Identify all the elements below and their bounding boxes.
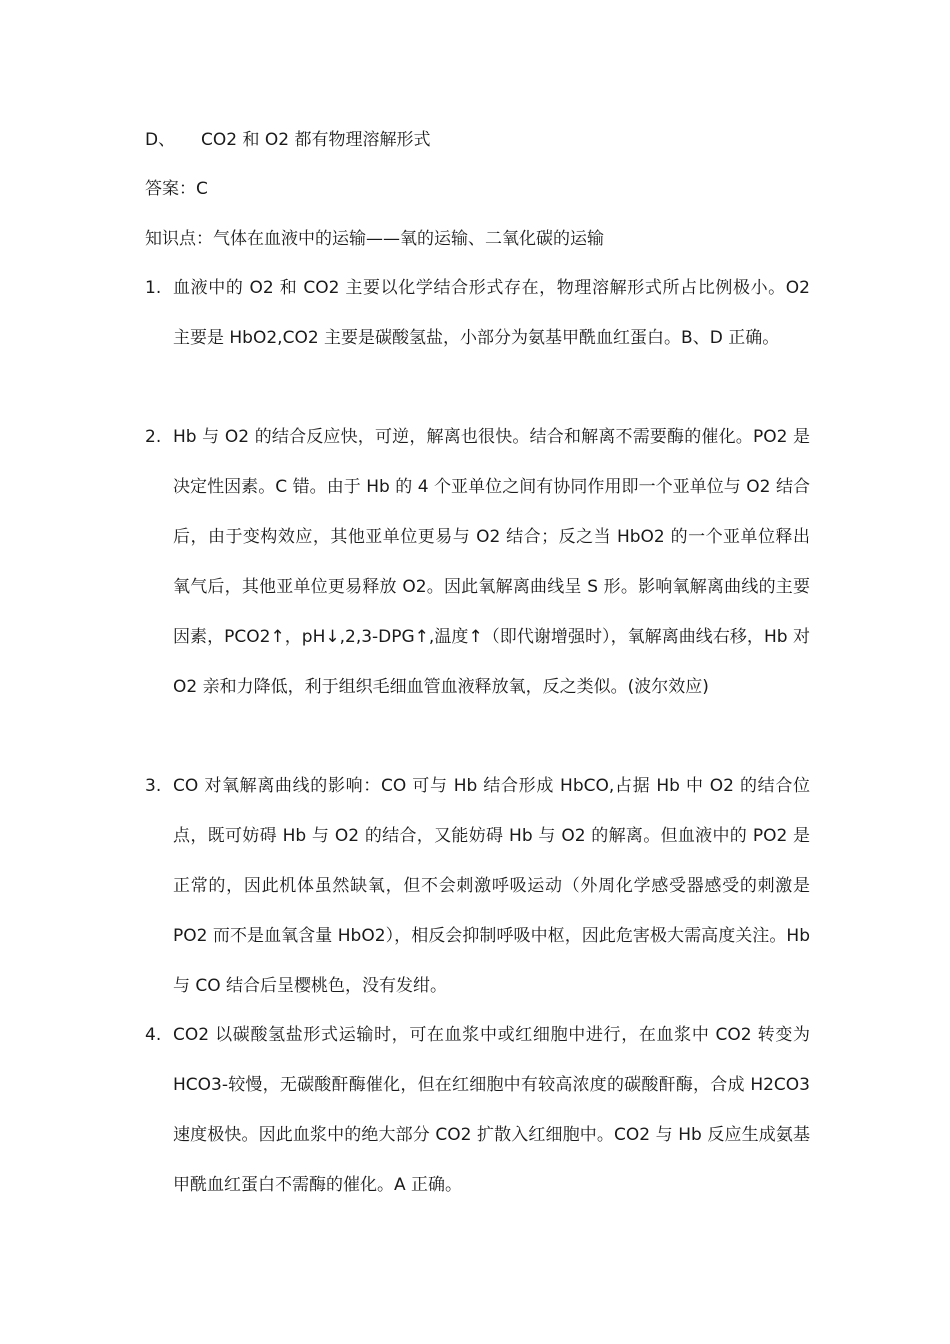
- item-number: 3.: [145, 776, 162, 796]
- option-d: [145, 128, 430, 152]
- option-d-letter: D、: [145, 130, 176, 150]
- knowledge-point: 知识点：气体在血液中的运输——氧的运输、二氧化碳的运输: [145, 229, 604, 249]
- list-item-2: [145, 412, 810, 712]
- answer-line: 答案：C: [145, 179, 208, 199]
- item-text: CO2 以碳酸氢盐形式运输时，可在血浆中或红细胞中进行，在血浆中 CO2 转变为 HCO3-较慢，无碳酸酐酶催化，但在红细胞中有较高浓度的碳酸酐酶，合成 H2CO3 速度极快。因此血浆中的绝大部分 CO2 扩散入红细胞中。CO2 与 Hb 反应生成氨基甲酰血红蛋白不需酶的催化。A 正确。: [173, 1025, 810, 1195]
- item-number: 1.: [145, 278, 162, 298]
- item-text: CO 对氧解离曲线的影响：CO 可与 Hb 结合形成 HbCO,占据 Hb 中 O2 的结合位点，既可妨碍 Hb 与 O2 的结合，又能妨碍 Hb 与 O2 的解离。但血液中的 PO2 是正常的，因此机体虽然缺氧，但不会刺激呼吸运动（外周化学感受器感受的刺激是 PO2 而不是血氧含量 HbO2），相反会抑制呼吸中枢，因此危害极大需高度关注。Hb 与 CO 结合后呈樱桃色，没有发绀。: [173, 776, 810, 996]
- list-item-1: [145, 263, 810, 363]
- item-text: 血液中的 O2 和 CO2 主要以化学结合形式存在，物理溶解形式所占比例极小。O2 主要是 HbO2,CO2 主要是碳酸氢盐，小部分为氨基甲酰血红蛋白。B、D 正确。: [173, 278, 810, 348]
- item-text: Hb 与 O2 的结合反应快，可逆，解离也很快。结合和解离不需要酶的催化。PO2 是决定性因素。C 错。由于 Hb 的 4 个亚单位之间有协同作用即一个亚单位与 O2 结合后，由于变构效应，其他亚单位更易与 O2 结合；反之当 HbO2 的一个亚单位释出氧气后，其他亚单位更易释放 O2。因此氧解离曲线呈 S 形。影响氧解离曲线的主要因素，PCO2↑，pH↓,2,3-DPG↑,温度↑（即代谢增强时），氧解离曲线右移，Hb 对 O2 亲和力降低，利于组织毛细血管血液释放氧，反之类似。(波尔效应): [173, 427, 810, 697]
- list-item-3: [145, 761, 810, 1011]
- list-item-4: [145, 1010, 810, 1210]
- item-number: 4.: [145, 1025, 162, 1045]
- item-number: 2.: [145, 427, 162, 447]
- option-d-text: CO2 和 O2 都有物理溶解形式: [201, 130, 431, 150]
